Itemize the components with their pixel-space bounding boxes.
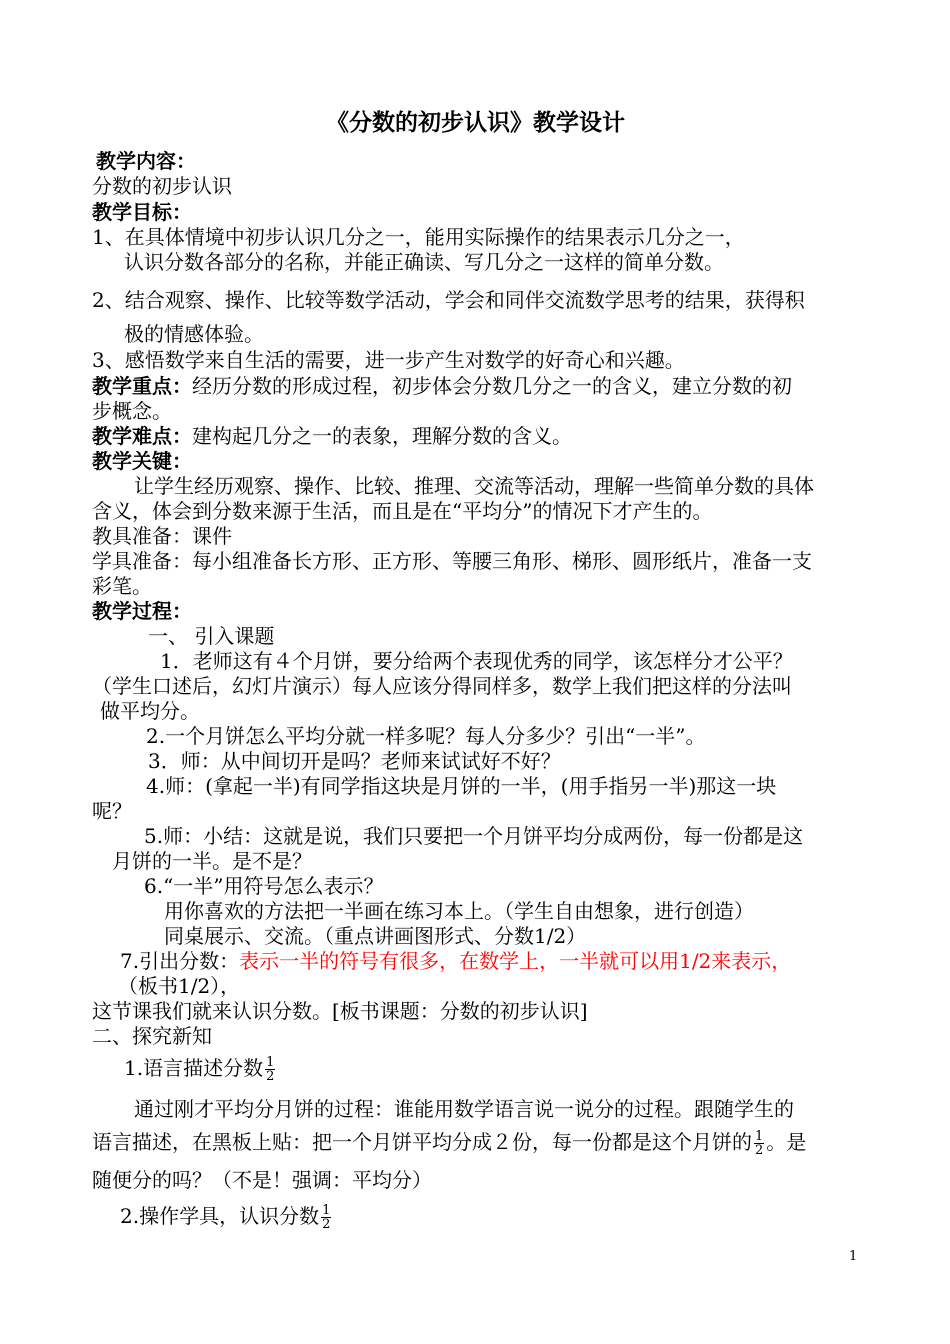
key-point-line-2: 步概念。: [92, 399, 172, 423]
document-title: 《分数的初步认识》教学设计: [326, 110, 625, 136]
subsection-2-heading: [120, 1204, 333, 1231]
step-1-line-2: （学生口述后，幻灯片演示）每人应该分得同样多，数学上我们把这样的分法叫: [92, 674, 792, 698]
step-1-line-3: 做平均分。: [100, 699, 200, 723]
step-4-line-1: 4.师：(拿起一半)有同学指这块是月饼的一半，(用手指另一半)那这一块: [146, 774, 777, 798]
goal-2-line-1: 2、结合观察、操作、比较等数学活动，学会和同伴交流数学思考的结果，获得积: [92, 288, 805, 312]
goal-2-line-2: 极的情感体验。: [124, 322, 264, 346]
subsection-1-line-2: 语言描述，在黑板上贴：把一个月饼平均分成２份，每一份都是这个月饼的 $\frac{1}{2}$ 。是: [92, 1129, 807, 1158]
student-tools-line-1: 学具准备：每小组准备长方形、正方形、等腰三角形、梯形、圆形纸片，准备一支: [92, 549, 812, 573]
step-5-line-2: 月饼的一半。是不是？: [112, 849, 312, 873]
student-tools-line-2: 彩笔。: [92, 574, 152, 598]
page-number: 1: [849, 1249, 858, 1264]
step-5-line-1: 5.师：小结：这就是说，我们只要把一个月饼平均分成两份，每一份都是这: [144, 824, 804, 848]
fraction-one-half: $\frac{1}{2}$: [755, 1129, 764, 1158]
step-4-line-2: 呢？: [92, 799, 132, 823]
fraction-one-half: $\frac{1}{2}$: [322, 1203, 331, 1232]
subsection-1-heading: [124, 1056, 277, 1083]
subsection-1-line-3: 随便分的吗？（不是！强调：平均分）: [92, 1168, 432, 1192]
goal-1-line-1: 1、在具体情境中初步认识几分之一，能用实际操作的结果表示几分之一，: [92, 225, 745, 249]
fraction-one-half: $\frac{1}{2}$: [266, 1055, 275, 1084]
section-1-heading: 一、 引入课题: [148, 624, 275, 648]
crux-line-2: 含义，体会到分数来源于生活，而且是在“平均分”的情况下才产生的。: [92, 499, 713, 523]
difficulty-text: 建构起几分之一的表象，理解分数的含义。: [192, 424, 572, 448]
key-point-text: 经历分数的形成过程，初步体会分数几分之一的含义，建立分数的初: [192, 374, 792, 398]
difficulty-line: [92, 424, 572, 448]
step-3: 3．师：从中间切开是吗？老师来试试好不好？: [148, 749, 561, 773]
key-point-heading: 教学重点：: [92, 374, 192, 398]
subsection-2-label: 2.操作学具，认识分数: [120, 1204, 320, 1228]
difficulty-heading: 教学难点：: [92, 424, 192, 448]
process-heading: 教学过程：: [92, 599, 192, 623]
content-text: 分数的初步认识: [92, 174, 232, 198]
crux-line-1: 让学生经历观察、操作、比较、推理、交流等活动，理解一些简单分数的具体: [134, 474, 814, 498]
subsection-1-label: 1.语言描述分数: [124, 1056, 264, 1080]
content-heading: 教学内容：: [96, 149, 196, 173]
step-6: 6.“一半”用符号怎么表示？: [144, 874, 384, 898]
section-2-heading: 二、探究新知: [92, 1024, 212, 1048]
step-7-line-1: [120, 949, 791, 973]
step-7-emphasis: 表示一半的符号有很多，在数学上，一半就可以用1/2来表示，: [239, 949, 792, 973]
key-point-line-1: [92, 374, 792, 398]
step-2: 2.一个月饼怎么平均分就一样多呢？每人分多少？引出“一半”。: [146, 724, 706, 748]
goals-heading: 教学目标：: [92, 200, 192, 224]
step-6-line-2: 用你喜欢的方法把一半画在练习本上。（学生自由想象，进行创造）: [164, 899, 754, 923]
goal-3: 3、感悟数学来自生活的需要，进一步产生对数学的好奇心和兴趣。: [92, 348, 685, 372]
teacher-tools: 教具准备：课件: [92, 524, 232, 548]
step-7-line-3: 这节课我们就来认识分数。[板书课题：分数的初步认识]: [92, 999, 588, 1023]
step-1-line-1: 1．老师这有４个月饼，要分给两个表现优秀的同学，该怎样分才公平？: [160, 649, 793, 673]
step-7-line-2: （板书1/2），: [118, 974, 241, 998]
subsection-1-line-1: 通过刚才平均分月饼的过程：谁能用数学语言说一说分的过程。跟随学生的: [134, 1097, 794, 1121]
step-7-label: 7.引出分数：: [120, 949, 240, 973]
goal-1-line-2: 认识分数各部分的名称，并能正确读、写几分之一这样的简单分数。: [124, 250, 724, 274]
step-6-line-3: 同桌展示、交流。（重点讲画图形式、分数1/2）: [164, 924, 587, 948]
crux-heading: 教学关键：: [92, 449, 192, 473]
